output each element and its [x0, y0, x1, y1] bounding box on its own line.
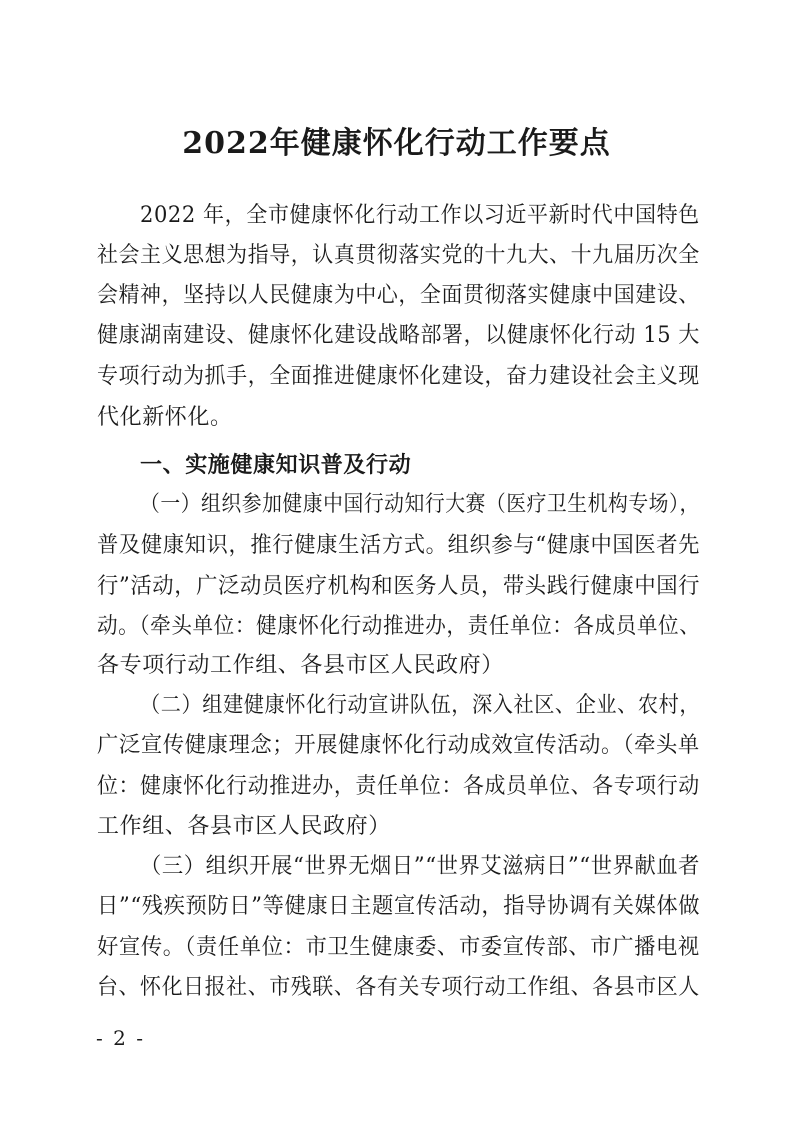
intro-line-6: 代化新怀化。: [97, 405, 233, 430]
document-title: 2022年健康怀化行动工作要点: [182, 126, 611, 161]
item3-line-3: 好宣传。（责任单位：市卫生健康委、市委宣传部、市广播电视: [97, 935, 700, 960]
item1-line-1: （一）组织参加健康中国行动知行大赛（医疗卫生机构专场），: [140, 492, 700, 517]
intro-line-5: 专项行动为抓手，全面推进健康怀化建设，奋力建设社会主义现: [97, 364, 700, 389]
item3-line-4: 台、怀化日报社、市残联、各有关专项行动工作组、各县市区人: [97, 975, 700, 1000]
item1-line-4: 动。（牵头单位：健康怀化行动推进办，责任单位：各成员单位、: [97, 614, 701, 639]
item2-line-1: （二）组建健康怀化行动宣讲队伍，深入社区、企业、农村，: [140, 693, 701, 718]
intro-line-2: 社会主义思想为指导，认真贯彻落实党的十九大、十九届历次全: [97, 243, 700, 268]
intro-line-1: 2022 年，全市健康怀化行动工作以习近平新时代中国特色: [140, 203, 700, 228]
item3-line-1: （三）组织开展“世界无烟日”“世界艾滋病日”“世界献血者: [140, 854, 701, 879]
item3-line-2: 日”“残疾预防日”等健康日主题宣传活动，指导协调有关媒体做: [97, 894, 701, 919]
page-number: - 2 -: [96, 1026, 145, 1050]
item1-line-3: 行”活动，广泛动员医疗机构和医务人员，带头践行健康中国行: [97, 574, 701, 599]
item1-line-5: 各专项行动工作组、各县市区人民政府）: [97, 653, 504, 678]
item1-line-2: 普及健康知识，推行健康生活方式。组织参与“健康中国医者先: [97, 533, 701, 558]
item2-line-3: 位：健康怀化行动推进办，责任单位：各成员单位、各专项行动: [97, 774, 700, 799]
item2-line-2: 广泛宣传健康理念；开展健康怀化行动成效宣传活动。（牵头单: [97, 733, 700, 758]
intro-line-4: 健康湖南建设、健康怀化建设战略部署，以健康怀化行动 15 大: [97, 323, 700, 348]
item2-line-4: 工作组、各县市区人民政府）: [97, 814, 391, 839]
intro-line-3: 会精神，坚持以人民健康为中心，全面贯彻落实健康中国建设、: [97, 283, 700, 308]
section-heading: 一、实施健康知识普及行动: [140, 452, 412, 478]
